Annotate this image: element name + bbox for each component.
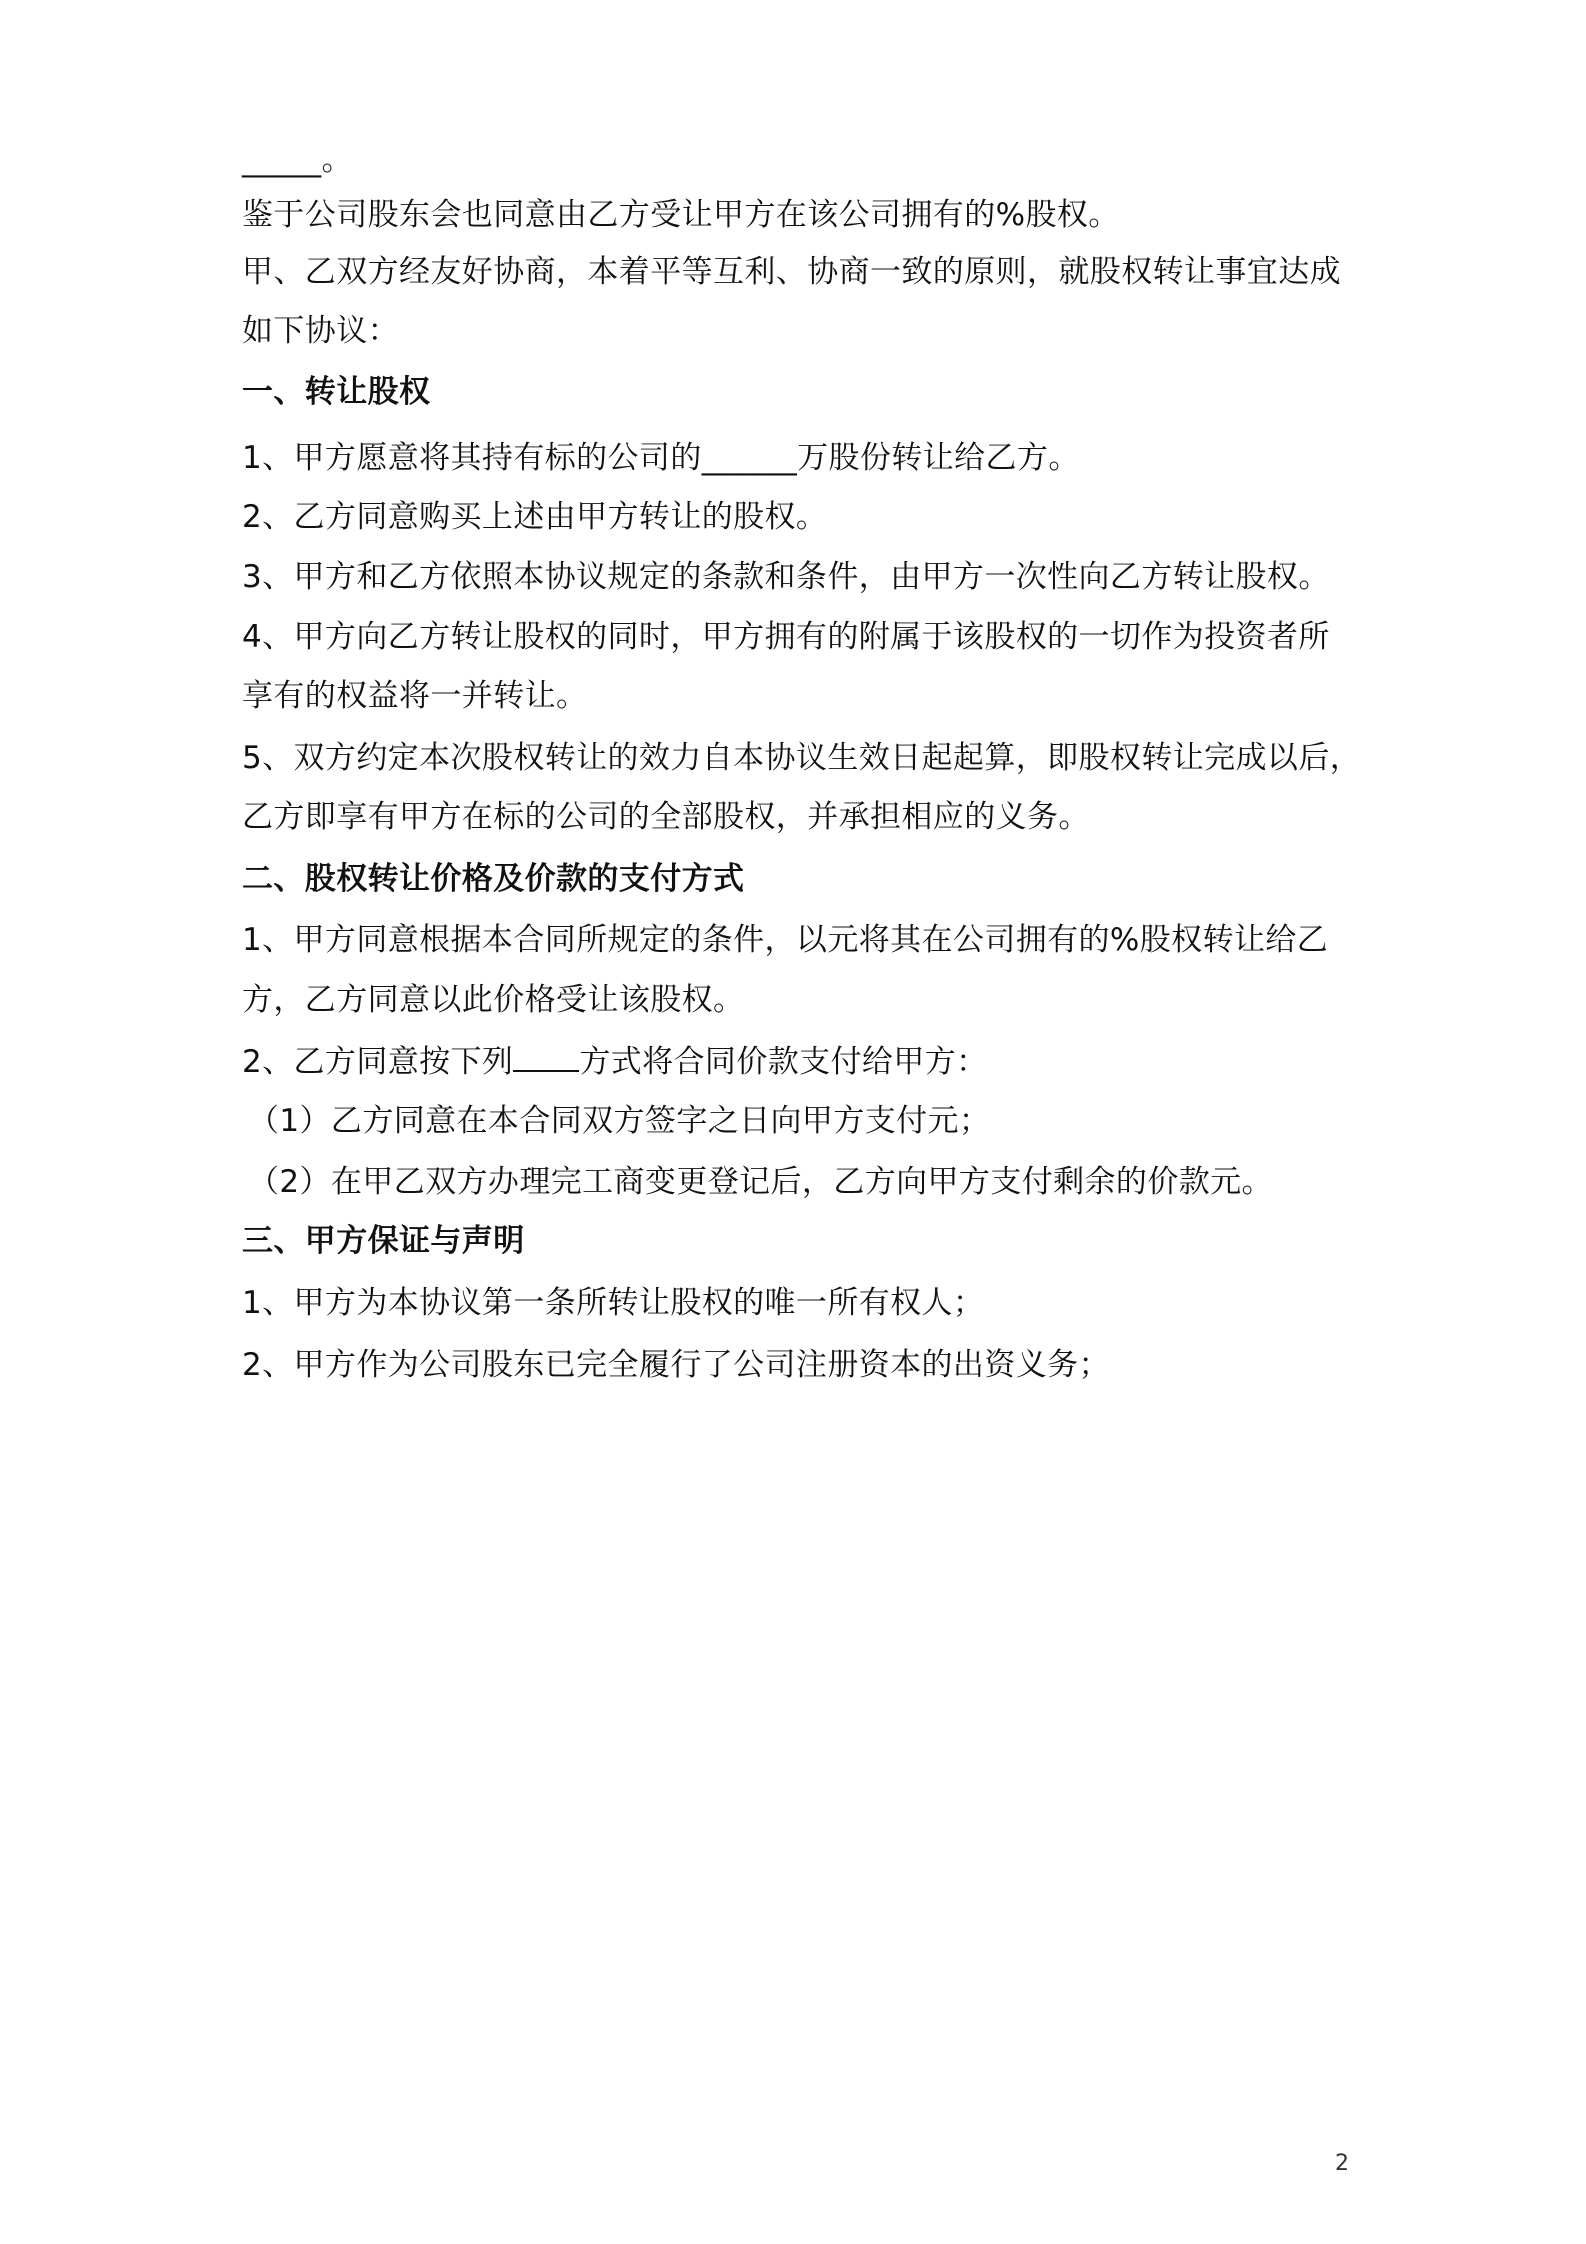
- clause-2-1-line1: 1、甲方同意根据本合同所规定的条件，以元将其在公司拥有的%股权转让给乙: [242, 922, 1329, 958]
- clause-1-4-line2: 享有的权益将一并转让。: [242, 678, 588, 714]
- clause-1-2: 2、乙方同意购买上述由甲方转让的股权。: [242, 499, 828, 535]
- clause-3-2: 2、甲方作为公司股东已完全履行了公司注册资本的出资义务；: [242, 1347, 1110, 1383]
- payment-method-blank: [513, 1040, 579, 1072]
- payment-item-1: （1）乙方同意在本合同双方签字之日向甲方支付元；: [248, 1103, 991, 1139]
- clause-1-1: 1、甲方愿意将其持有标的公司的______万股份转让给乙方。: [242, 440, 1080, 476]
- paragraph-negotiation-line2: 如下协议：: [242, 313, 399, 349]
- section-heading-price-payment: 二、股权转让价格及价款的支付方式: [242, 861, 745, 897]
- clause-3-1: 1、甲方为本协议第一条所转让股权的唯一所有权人；: [242, 1285, 985, 1321]
- clause-1-3: 3、甲方和乙方依照本协议规定的条款和条件，由甲方一次性向乙方转让股权。: [242, 559, 1330, 595]
- clause-2-2-text-after: 方式将合同价款支付给甲方：: [579, 1044, 988, 1080]
- paragraph-shareholder-consent: 鉴于公司股东会也同意由乙方受让甲方在该公司拥有的%股权。: [242, 197, 1120, 233]
- clause-1-5-line1: 5、双方约定本次股权转让的效力自本协议生效日起起算，即股权转让完成以后，: [242, 740, 1362, 776]
- payment-item-2: （2）在甲乙双方办理完工商变更登记后，乙方向甲方支付剩余的价款元。: [248, 1164, 1273, 1200]
- page-number: 2: [1335, 2151, 1349, 2176]
- clause-1-5-line2: 乙方即享有甲方在标的公司的全部股权，并承担相应的义务。: [242, 799, 1090, 835]
- clause-2-2: [242, 1040, 988, 1082]
- section-heading-transfer-equity: 一、转让股权: [242, 374, 431, 410]
- section-heading-warranties: 三、甲方保证与声明: [242, 1223, 525, 1259]
- clause-2-1-line2: 方，乙方同意以此价格受让该股权。: [242, 982, 745, 1018]
- paragraph-negotiation-line1: 甲、乙双方经友好协商，本着平等互利、协商一致的原则，就股权转让事宜达成: [242, 254, 1341, 290]
- clause-2-2-text-before: 2、乙方同意按下列: [242, 1044, 514, 1080]
- clause-1-4-line1: 4、甲方向乙方转让股权的同时，甲方拥有的附属于该股权的一切作为投资者所: [242, 619, 1330, 655]
- paragraph-blank-line: _____。: [242, 142, 353, 178]
